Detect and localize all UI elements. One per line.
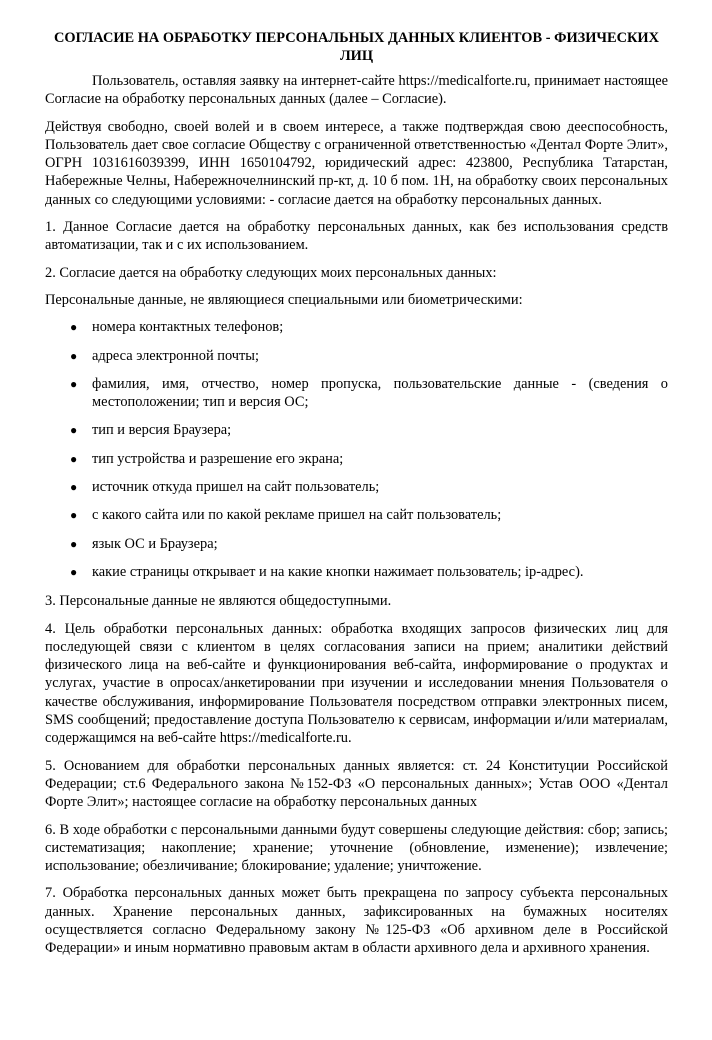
- list-item: [45, 318, 668, 336]
- list-item: [45, 421, 668, 439]
- bullet-icon: ●: [70, 480, 78, 495]
- clause-4: 4. Цель обработки персональных данных: обработка входящих запросов физических лиц для последующей связи с клиентом в целях согласования записи на прием; аналитики действий физического лица на веб-сайте и функционирования веб-сайта, информирование о продуктах и услугах, участие в опросах/анкетировании при изучении и исследовании мнения Пользователя о качестве обслуживания, информирование Пользователя посредством отправки электронных писем, SMS сообщений; предоставление доступа Пользователю к сервисам, информации и/или материалам, содержащимся на веб-сайте https://medicalforte.ru.: [45, 620, 668, 747]
- clause-3: 3. Персональные данные не являются общедоступными.: [45, 593, 392, 610]
- list-item-text: номера контактных телефонов;: [92, 319, 284, 336]
- bullet-icon: ●: [70, 348, 78, 363]
- clause-2: 2. Согласие дается на обработку следующих моих персональных данных:: [45, 264, 497, 281]
- clause-6: 6. В ходе обработки с персональными данными будут совершены следующие действия: сбор; запись; систематизация; накопление; хранение; уточнение (обновление, изменение); извлечение; использование; обезличивание; блокирование; удаление; уничтожение.: [45, 821, 668, 875]
- list-item-text: фамилия, имя, отчество, номер пропуска, пользовательские данные - (сведения о местоположении; тип и версия ОС;: [92, 375, 668, 411]
- list-item: [45, 506, 668, 524]
- list-item-text: адреса электронной почты;: [92, 347, 259, 364]
- bullet-icon: ●: [70, 536, 78, 551]
- list-item: [45, 563, 668, 581]
- document-title: СОГЛАСИЕ НА ОБРАБОТКУ ПЕРСОНАЛЬНЫХ ДАННЫХ КЛИЕНТОВ - ФИЗИЧЕСКИХ ЛИЦ: [53, 30, 660, 64]
- bullet-icon: ●: [70, 564, 78, 579]
- bullet-icon: ●: [70, 508, 78, 523]
- list-item: [45, 535, 668, 553]
- list-item-text: язык ОС и Браузера;: [92, 535, 218, 552]
- bullet-icon: ●: [70, 320, 78, 335]
- list-item-text: источник откуда пришел на сайт пользователь;: [92, 479, 380, 496]
- list-item: [45, 375, 668, 412]
- clause-1: 1. Данное Согласие дается на обработку персональных данных, как без использования средств автоматизации, так и с их использованием.: [45, 219, 668, 254]
- list-item: [45, 478, 668, 496]
- list-heading: Персональные данные, не являющиеся специальными или биометрическими:: [45, 291, 523, 308]
- list-item: [45, 450, 668, 468]
- list-item-text: тип и версия Браузера;: [92, 422, 232, 439]
- personal-data-list: [45, 318, 668, 581]
- list-item-text: с какого сайта или по какой рекламе пришел на сайт пользователь;: [92, 507, 502, 524]
- list-item: [45, 347, 668, 365]
- bullet-icon: ●: [70, 451, 78, 466]
- bullet-icon: ●: [70, 376, 78, 391]
- list-item-text: какие страницы открывает и на какие кнопки нажимает пользователь; ip-адрес).: [92, 563, 584, 580]
- clause-5: 5. Основанием для обработки персональных данных является: ст. 24 Конституции Российской Федерации; ст.6 Федерального закона №152-ФЗ «О персональных данных»; Устав ООО «Дентал Форте Элит»; настоящее согласие на обработку персональных данных: [45, 757, 668, 811]
- list-item-text: тип устройства и разрешение его экрана;: [92, 450, 344, 467]
- bullet-icon: ●: [70, 423, 78, 438]
- consent-paragraph: Действуя свободно, своей волей и в своем интересе, а также подтверждая свою дееспособность, Пользователь дает свое согласие Обществу с ограниченной ответственностью «Дентал Форте Элит», ОГРН 1031616039399, ИНН 1650104792, юридический адрес: 423800, Республика Татарстан, Набережные Челны, Набережночелнинский пр-кт, д. 10 б пом. 1Н, на обработку своих персональных данных со следующими условиями: - согласие дается на обработку персональных данных.: [45, 118, 668, 208]
- intro-paragraph: Пользователь, оставляя заявку на интернет-сайте https://medicalforte.ru, принимает настоящее Согласие на обработку персональных данных (далее – Согласие).: [45, 73, 668, 108]
- clause-7: 7. Обработка персональных данных может быть прекращена по запросу субъекта персональных данных. Хранение персональных данных, зафиксированных на бумажных носителях осуществляется согласно Федеральному закону №125-ФЗ «Об архивном деле в Российской Федерации» и иным нормативно правовым актам в области архивного дела и архивного хранения.: [45, 885, 668, 957]
